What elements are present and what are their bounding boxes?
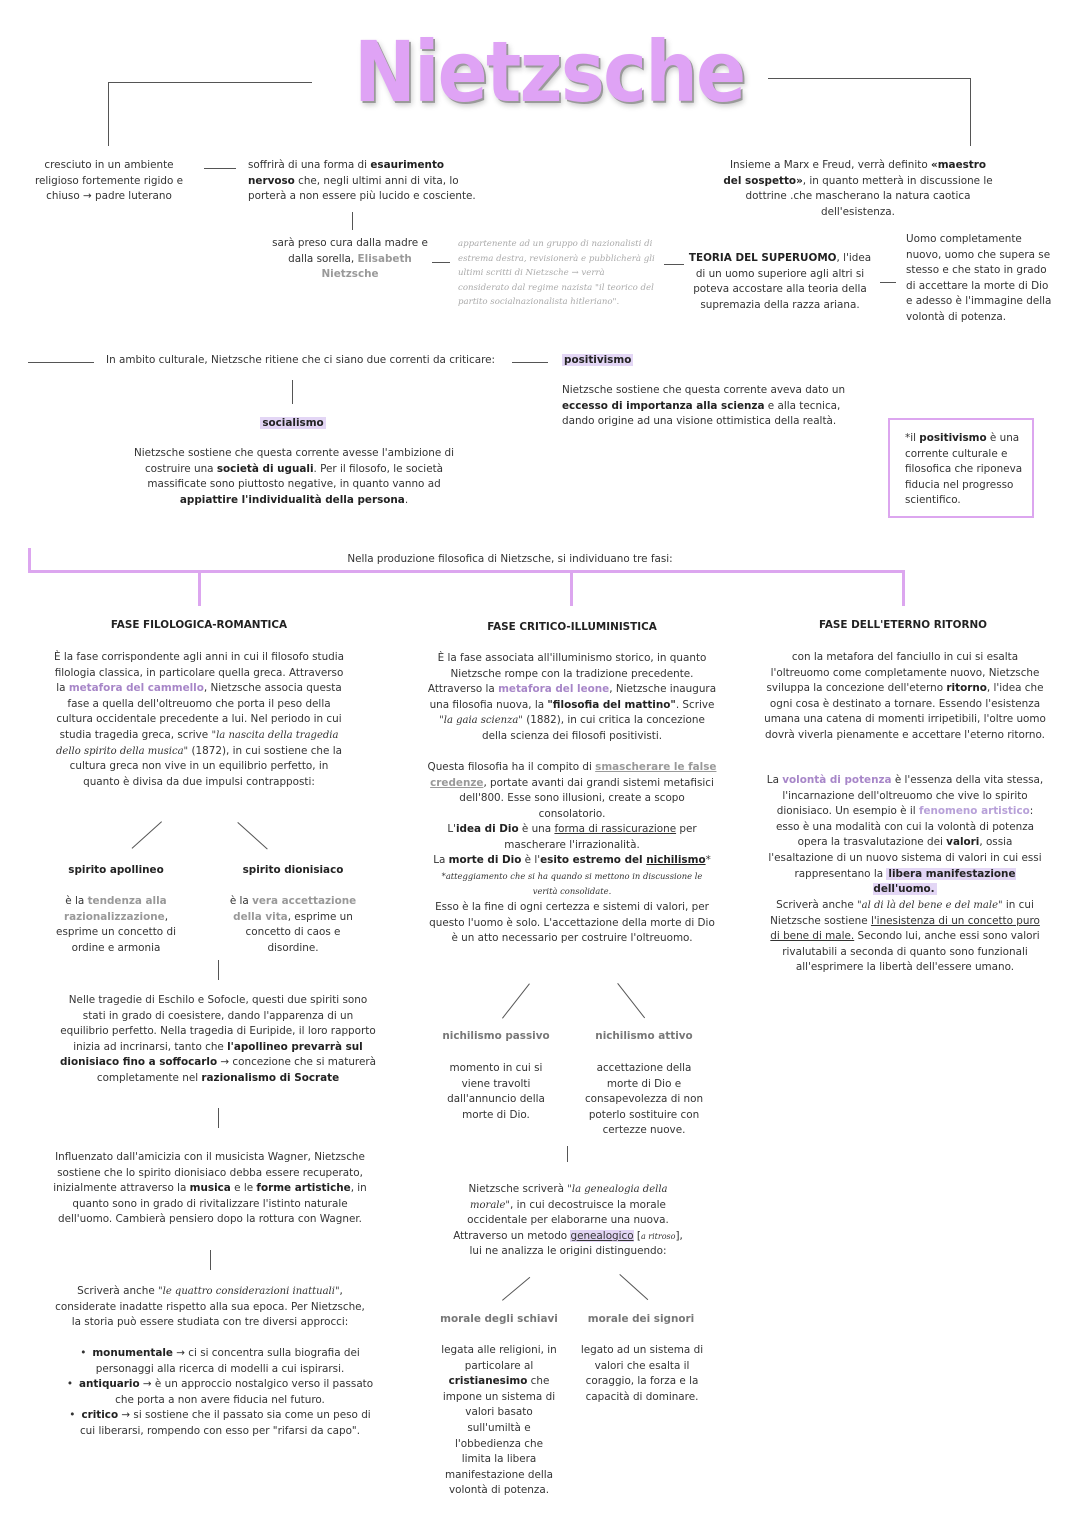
dionysus-text: è la vera accettazione della vita, esprime un concetto di caos e disordine. — [229, 895, 357, 954]
phase2-p5: Esso è la fine di ogni certezza e sistemi di valori, per questo l'uomo è solo. L'accettazione della morte di Dio è un atto necessario per costruire l'oltreuomo. — [429, 901, 715, 945]
phase3-p2: La volontà di potenza è l'essenza della vita stessa, l'incarnazione dell'oltreuomo che vive lo spirito dionisiaco. Un esempio è il fenomeno artistico: esso è una modalità con cui la volontà di potenza opera la trasvalutazione dei valori, ossia l'esaltazione di un nuovo sistema di valori in cui essi rappresentano la libera manifestazione dell'uomo. — [766, 774, 1044, 896]
positivism-text: Nietzsche sostiene che questa corrente aveva dato un eccesso di importanza alla scienza e alla tecnica, dando origine ad una visione ottimistica della realtà. — [562, 384, 846, 428]
apollo-label: spirito apollineo — [68, 864, 164, 876]
branch-line — [619, 1274, 648, 1300]
connector-line — [28, 362, 94, 363]
connector-line — [218, 1108, 219, 1128]
passive-nihilism-text: momento in cui si viene travolti dall'annuncio della morte di Dio. — [447, 1062, 545, 1121]
connector-line — [210, 1250, 211, 1270]
phase3-title: FASE DELL'ETERNO RITORNO — [818, 619, 988, 631]
connector-line — [292, 380, 293, 404]
branch-line — [237, 822, 268, 850]
phase1-p2: Nelle tragedie di Eschilo e Sofocle, questi due spiriti sono stati in grado di coesistere, dando l'apparenza di un equilibrio perfetto. Nella tragedia di Euripide, il loro rapporto inizia ad incrinarsi, tanto che l'apollineo prevarrà sul dionisiaco fino a soffocarlo → concezione che si maturerà completamente nel razionalismo di Socrate — [59, 994, 376, 1084]
phase2-p3: L'idea di Dio è una forma di rassicurazione per mascherare l'irrazionalità. — [447, 823, 697, 851]
illness-text: soffrirà di una forma di esaurimento nervoso che, negli ultimi anni di vita, lo porterà a non essere più lucido e cosciente. — [248, 159, 476, 203]
phase2-p4: La morte di Dio è l'esito estremo del nichilismo* — [433, 854, 711, 866]
phase2-p2: Questa filosofia ha il compito di smascherare le false credenze, portate avanti dai grandi sistemi metafisici dell'800. Esse sono illusioni, create a scopo consolatorio. — [427, 761, 717, 820]
phases-bracket — [902, 570, 905, 606]
branch-line — [131, 821, 162, 849]
connector-line — [970, 78, 971, 146]
connector-line — [432, 262, 450, 263]
phases-bracket — [28, 570, 904, 573]
phases-bracket — [198, 570, 201, 606]
history-approaches — [52, 1346, 374, 1440]
phase1-p4: Scriverà anche "le quattro considerazioni inattuali", considerate inadatte rispetto alla sua epoca. Per Nietzsche, la storia può essere studiata con tre diversi approcci: — [55, 1285, 365, 1329]
slave-morality-label: morale degli schiavi — [440, 1313, 558, 1325]
elisabeth-note: appartenente ad un gruppo di nazionalisti di estrema destra, revisionerà e pubblicherà gli ultimi scritti di Nietzsche → verrà considerato dal regime nazista "il teorico del partito socialnazionalista hitleriano". — [458, 239, 655, 307]
dionysus-label: spirito dionisiaco — [242, 864, 344, 876]
connector-line — [880, 282, 896, 283]
master-morality-label: morale dei signori — [587, 1313, 695, 1325]
phase3-p3: Scriverà anche "al di là del bene e del male" in cui Nietzsche sostiene l'inesistenza di un concetto puro di bene di male. Secondo lui, anche essi sono valori rivalutabili a seconda di quanto sono funzionali all'esprimere la libertà dell'essere umano. — [770, 899, 1040, 974]
connector-line — [108, 82, 312, 83]
phases-bracket — [28, 548, 31, 573]
care-text: sarà preso cura dalla madre e dalla sorella, Elisabeth Nietzsche — [272, 237, 428, 281]
phases-bracket — [570, 570, 573, 606]
phase1-title: FASE FILOLOGICA-ROMANTICA — [110, 619, 288, 631]
master-morality-text: legato ad un sistema di valori che esalta il coraggio, la forza e la capacità di dominare. — [580, 1344, 704, 1403]
approach-item: • antiquario → è un approccio nostalgico verso il passato che porta a non avere fiducia nel futuro. — [66, 1377, 374, 1408]
passive-nihilism-label: nichilismo passivo — [442, 1030, 550, 1042]
approach-item: • monumentale → ci si concentra sulla biografia dei personaggi alla ricerca di modelli a cui ispirarsi. — [66, 1346, 374, 1377]
phase2-title: FASE CRITICO-ILLUMINISTICA — [487, 621, 657, 633]
approach-item: • critico → si sostiene che il passato sia come un peso di cui liberarsi, rompendo con esso per "rifarsi da capo". — [66, 1408, 374, 1439]
branch-line — [617, 983, 645, 1018]
connector-line — [664, 264, 684, 265]
suspicion-text: Insieme a Marx e Freud, verrà definito «maestro del sospetto», in quanto metterà in discussione le dottrine .che mascherano la natura caotica dell'esistenza. — [723, 159, 993, 218]
connector-line — [768, 78, 970, 79]
phase2-p6: Nietzsche scriverà "la genealogia della morale", in cui decostruisce la morale occidentale per elaborarne una nuova. Attraverso un metodo genealogico [a ritroso], lui ne analizza le origini distinguendo: — [453, 1183, 683, 1258]
page-title: Nietzsche — [354, 23, 745, 121]
phase1-p3: Influenzato dall'amicizia con il musicista Wagner, Nietzsche sostiene che lo spirito dionisiaco debba essere recuperato, inizialmente attraverso la musica e le forme artistiche, in quanto sono in grado di rivitalizzare l'istinto naturale dell'uomo. Cambierà pensiero dopo la rottura con Wagner. — [53, 1151, 367, 1226]
phase3-p1: con la metafora del fanciullo in cui si esalta l'oltreuomo come completamente nuovo, Nietzsche sviluppa la concezione dell'eterno ritorno, l'idea che ogni cosa è destinato a tornare. Essendo l'esistenza umana una catena di momenti irripetibili, l'oltre uomo dovrà viverla pienamente e accettare l'eterno ritorno. — [764, 651, 1046, 741]
positivism-note: *il positivismo è una corrente culturale e filosofica che riponeva fiducia nel progresso scientifico. — [905, 432, 1023, 507]
culture-intro: In ambito culturale, Nietzsche ritiene che ci siano due correnti da criticare: — [106, 354, 496, 366]
connector-line — [512, 362, 548, 363]
connector-line — [218, 960, 219, 980]
connector-line — [108, 82, 109, 146]
phase2-p1: È la fase associata all'illuminismo storico, in quanto Nietzsche rompe con la tradizione precedente. Attraverso la metafora del leone, Nietzsche inaugura una filosofia nuova, la "filosofia del mattino". Scrive "la gaia scienza" (1882), in cui critica la concezione della scienza dei filosofi positivisti. — [427, 652, 717, 742]
branch-line — [502, 1277, 530, 1301]
branch-line — [502, 983, 530, 1018]
phases-intro: Nella produzione filosofica di Nietzsche, si individuano tre fasi: — [300, 552, 720, 568]
superman-text: TEORIA DEL SUPERUOMO, l'idea di un uomo superiore agli altri si poteva accostare alla teoria della supremazia della razza ariana. — [688, 252, 872, 311]
new-man-text: Uomo completamente nuovo, uomo che supera se stesso e che stato in grado di accettare la morte di Dio e adesso è l'immagine della volontà di potenza. — [906, 233, 1052, 323]
active-nihilism-label: nichilismo attivo — [595, 1030, 693, 1042]
connector-line — [567, 1146, 568, 1162]
phase1-p1: È la fase corrispondente agli anni in cui il filosofo studia filologia classica, in particolare quella greca. Attraverso la metafora del cammello, Nietzsche associa questa fase a quella dell'oltreuomo che porta il peso della cultura occidentale precedente a lui. Nel periodo in cui studia tragedia greca, scrive "la nascita della tragedia dello spirito della musica" (1872), in cui sostiene che la cultura greca non vive in un equilibrio perfetto, in quanto è divisa da due impulsi contrapposti: — [53, 651, 345, 788]
childhood-text: cresciuto in un ambiente religioso fortemente rigido e chiuso → padre luterano — [34, 159, 184, 203]
connector-line — [204, 168, 236, 169]
positivism-label: positivismo — [564, 354, 632, 366]
slave-morality-text: legata alle religioni, in particolare al cristianesimo che impone un sistema di valori basato sull'umiltà e l'obbedienza che limita la libera manifestazione della volontà di potenza. — [441, 1344, 557, 1497]
socialism-label: socialismo — [262, 417, 324, 429]
nihilism-footnote: *atteggiamento che si ha quando si mettono in discussione le verità consolidate. — [441, 871, 703, 897]
active-nihilism-text: accettazione della morte di Dio e consapevolezza di non poterlo sostituire con certezze nuove. — [584, 1062, 704, 1137]
connector-line — [352, 212, 353, 230]
apollo-text: è la tendenza alla razionalizzazione, esprime un concetto di ordine e armonia — [56, 895, 176, 954]
socialism-text: Nietzsche sostiene che questa corrente avesse l'ambizione di costruire una società di uguali. Per il filosofo, le società massificate sono piuttosto negative, in quanto vanno ad appiattire l'individualità della persona. — [133, 447, 455, 506]
